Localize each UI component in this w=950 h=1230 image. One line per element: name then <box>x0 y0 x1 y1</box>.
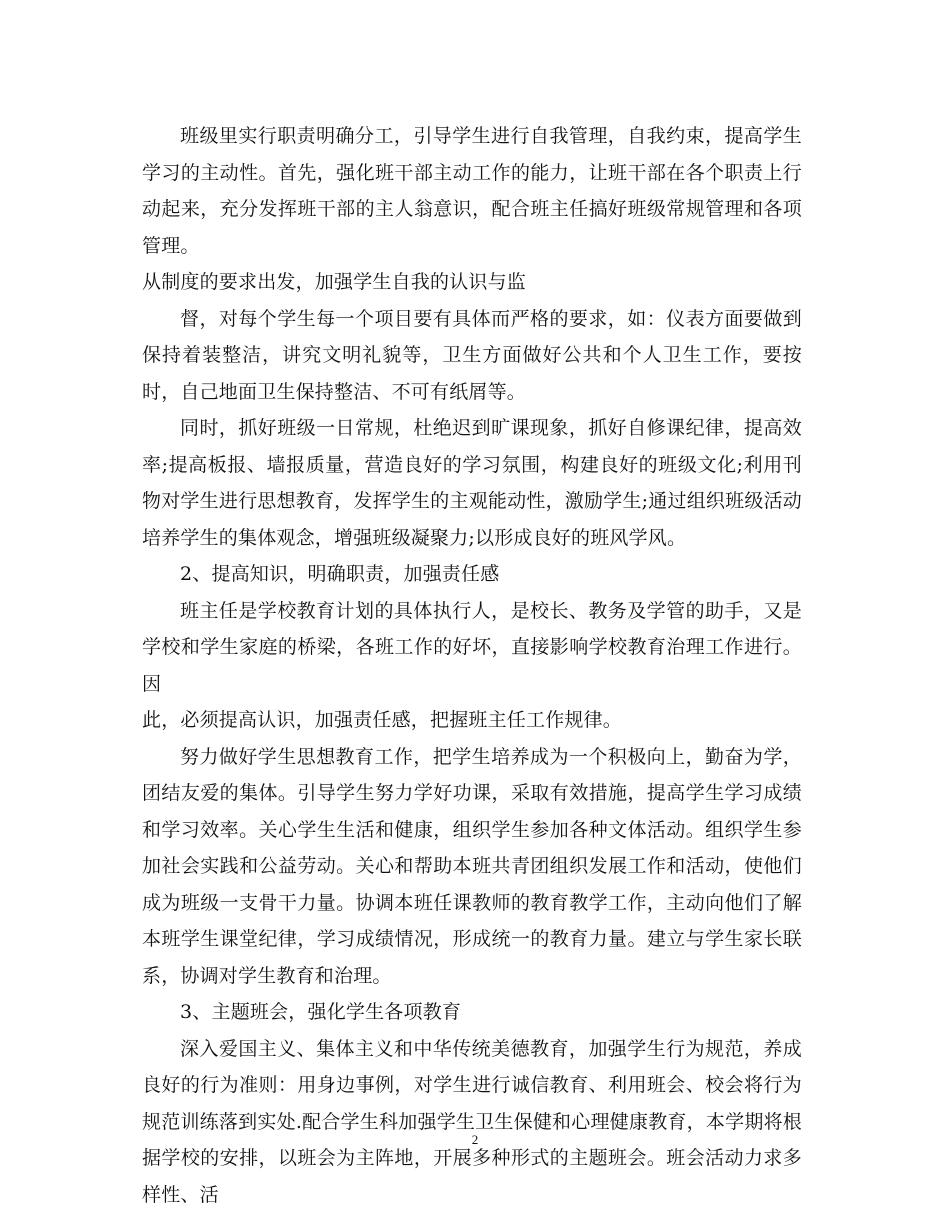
paragraph-class-responsibility: 班级里实行职责明确分工，引导学生进行自我管理，自我约束，提高学生学习的主动性。首先，强化班干部主动工作的能力，让班干部在各个职责上行动起来，充分发挥班干部的主人翁意识，配合班主任搞好班级常规管理和各项管理。 <box>142 125 802 257</box>
paragraph-system-requirements: 从制度的要求出发，加强学生自我的认识与监 <box>142 271 527 293</box>
document-body <box>142 118 802 1213</box>
paragraph-daily-routine: 同时，抓好班级一日常规，杜绝迟到旷课现象，抓好自修课纪律，提高效率;提高板报、墙报质量，营造良好的学习氛围，构建良好的班级文化;利用刊物对学生进行思想教育，发挥学生的主观能动性，激励学生;通过组织班级活动培养学生的集体观念，增强班级凝聚力;以形成良好的班风学风。 <box>142 417 802 549</box>
page-number: 2 <box>471 1132 479 1147</box>
paragraph-supervision: 督，对每个学生每一个项目要有具体而严格的要求，如：仪表方面要做到保持着装整洁，讲究文明礼貌等，卫生方面做好公共和个人卫生工作，要按时，自己地面卫生保持整洁、不可有纸屑等。 <box>142 307 802 403</box>
paragraph-head-teacher-role: 班主任是学校教育计划的具体执行人，是校长、教务及学管的助手，又是学校和学生家庭的桥梁，各班工作的好坏，直接影响学校教育治理工作进行。因 <box>142 599 802 695</box>
paragraph-theme-meetings: 深入爱国主义、集体主义和中华传统美德教育，加强学生行为规范，养成良好的行为准则：用身边事例，对学生进行诚信教育、利用班会、校会将行为规范训练落到实处.配合学生科加强学生卫生保健和心理健康教育，本学期将根据学校的安排，以班会为主阵地，开展多种形式的主题班会。班会活动力求多样性、活 <box>142 1037 802 1206</box>
paragraph-ideological-education: 努力做好学生思想教育工作，把学生培养成为一个积极向上，勤奋为学，团结友爱的集体。引导学生努力学好功课，采取有效措施，提高学生学习成绩和学习效率。关心学生生活和健康，组织学生参加各种文体活动。组织学生参加社会实践和公益劳动。关心和帮助本班共青团组织发展工作和活动，使他们成为班级一支骨干力量。协调本班任课教师的教育教学工作，主动向他们了解本班学生课堂纪律，学习成绩情况，形成统一的教育力量。建立与学生家长联系，协调对学生教育和治理。 <box>142 745 802 987</box>
section-heading-3: 3、主题班会，强化学生各项教育 <box>180 1001 462 1023</box>
paragraph-awareness: 此，必须提高认识，加强责任感，把握班主任工作规律。 <box>142 709 623 731</box>
section-heading-2: 2、提高知识，明确职责，加强责任感 <box>180 563 500 585</box>
